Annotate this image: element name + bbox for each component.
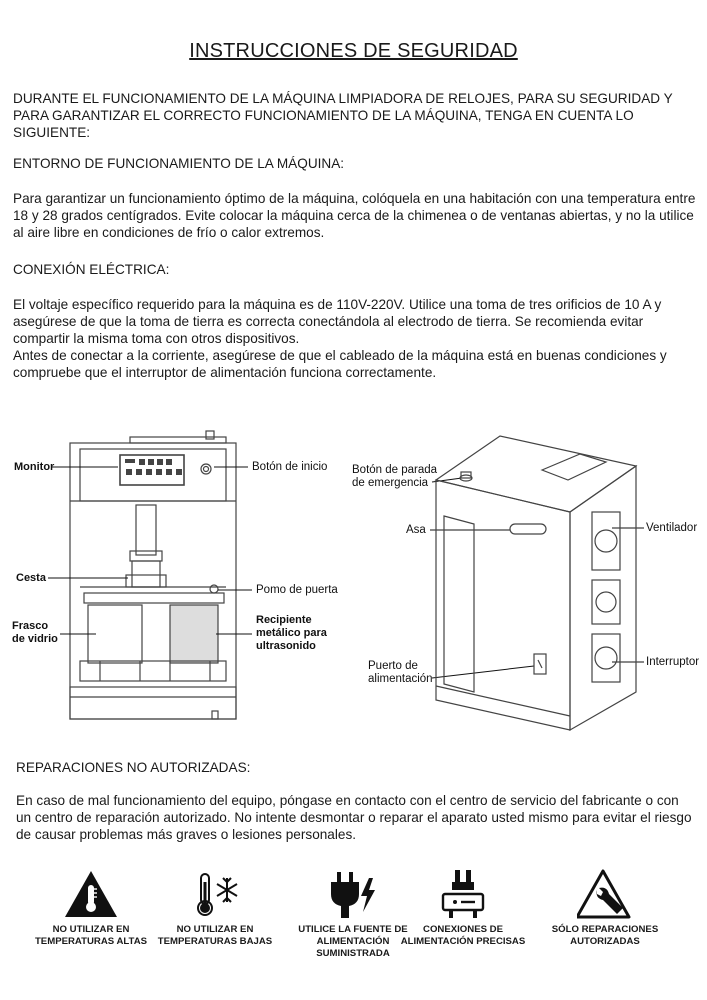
- label-glass-jar: Frasco de vidrio: [12, 620, 58, 645]
- caption-high-temp: NO UTILIZAR EN TEMPERATURAS ALTAS: [34, 924, 148, 947]
- environment-heading: ENTORNO DE FUNCIONAMIENTO DE LA MÁQUINA:: [13, 156, 345, 171]
- intro-text: [13, 90, 697, 141]
- electrical-paragraph-1: El voltaje específico requerido para la máquina es de 110V-220V. Utilice una toma de tres orificios de 10 A y asegúrese de que la toma de tierra es correcta conectándola al electrodo de tierra. Se recomienda evitar compartir la misma toma con otros dispositivos.: [13, 297, 662, 346]
- icon-precise-connections: [398, 868, 528, 948]
- label-fan: Ventilador: [646, 522, 698, 534]
- plug-lightning-icon: [325, 868, 381, 920]
- electrical-paragraph-2: Antes de conectar a la corriente, asegúrese de que el cableado de la máquina está en buenas condiciones y compruebe que el interruptor de alimentación funciona correctamente.: [13, 348, 667, 380]
- label-emergency-stop: Botón de parada de emergencia: [352, 464, 438, 489]
- power-connector-icon: [435, 868, 491, 920]
- electrical-heading: CONEXIÓN ELÉCTRICA:: [13, 262, 170, 277]
- back-machine-diagram: [430, 430, 645, 735]
- repairs-heading: REPARACIONES NO AUTORIZADAS:: [16, 760, 251, 775]
- electrical-body: [13, 296, 697, 381]
- environment-paragraph: Para garantizar un funcionamiento óptimo de la máquina, colóquela en una habitación con una temperatura entre 18 y 28 grados centígrados. Evite colocar la máquina cerca de la chimenea o de ventanas abiertas, y no la utilice al aire libre en condiciones de frío o calor extremos.: [13, 191, 696, 240]
- label-door-knob: Pomo de puerta: [256, 584, 338, 596]
- wrench-warning-icon: [577, 868, 633, 920]
- label-handle: Asa: [406, 524, 426, 536]
- caption-precise-connections: CONEXIONES DE ALIMENTACIÓN PRECISAS: [400, 924, 526, 947]
- label-power-port: Puerto de alimentación: [368, 660, 433, 685]
- icon-high-temp: [26, 868, 156, 948]
- repairs-paragraph: En caso de mal funcionamiento del equipo, póngase en contacto con el centro de servicio del fabricante o con un centro de reparación autorizado. No intente desmontar o reparar el aparato usted mismo para evitar el riesgo de causar problemas más graves o lesiones personales.: [16, 793, 692, 842]
- icon-low-temp: [150, 868, 280, 948]
- thermometer-snowflake-icon: [187, 868, 243, 920]
- icon-authorized-repairs: [540, 868, 670, 948]
- repairs-body: [16, 792, 697, 843]
- label-start-button: Botón de inicio: [252, 461, 328, 473]
- page-title: INSTRUCCIONES DE SEGURIDAD: [189, 40, 518, 62]
- intro-paragraph: DURANTE EL FUNCIONAMIENTO DE LA MÁQUINA LIMPIADORA DE RELOJES, PARA SU SEGURIDAD Y PARA GARANTIZAR EL CORRECTO FUNCIONAMIENTO DE LA MÁQUINA, TENGA EN CUENTA LO SIGUIENTE:: [13, 91, 673, 140]
- caption-authorized-repairs: SÓLO REPARACIONES AUTORIZADAS: [551, 924, 659, 947]
- label-basket: Cesta: [16, 572, 46, 584]
- label-ultrasonic: Recipiente metálico para ultrasonido: [256, 614, 327, 652]
- environment-body: [13, 190, 697, 241]
- label-switch: Interruptor: [646, 656, 700, 668]
- caption-low-temp: NO UTILIZAR EN TEMPERATURAS BAJAS: [157, 924, 273, 947]
- label-monitor: Monitor: [14, 461, 55, 473]
- caption-supplied-power: UTILICE LA FUENTE DE ALIMENTACIÓN SUMINISTRADA: [298, 924, 408, 959]
- thermometer-high-warning-icon: [63, 868, 119, 920]
- warning-icons-row: [0, 868, 707, 978]
